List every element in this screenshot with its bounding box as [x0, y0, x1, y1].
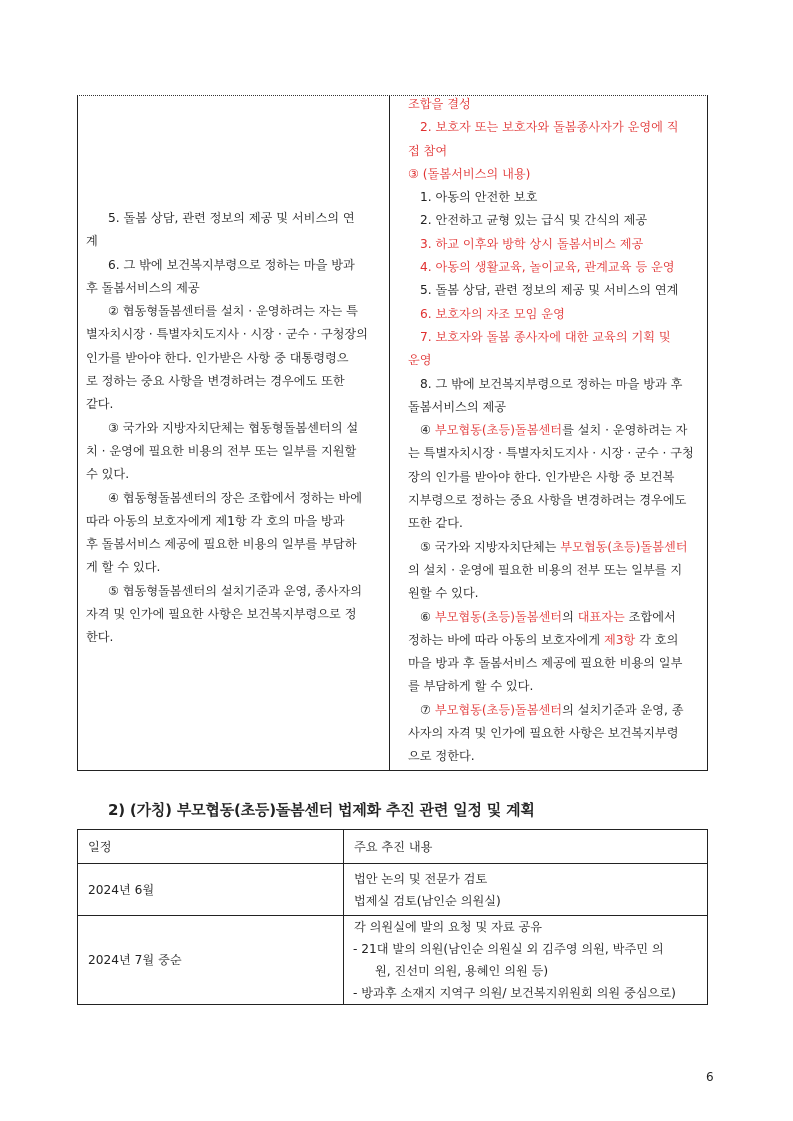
right-line: 접 참여 — [408, 143, 448, 158]
left-line: 로 정하는 중요 사항을 변경하려는 경우에도 또한 — [86, 374, 345, 389]
highlight-text: 제3항 — [603, 632, 636, 647]
text-run: ⑤ 국가와 지방자치단체는 — [420, 539, 561, 554]
right-line: 조합을 결성 — [408, 97, 471, 111]
left-line: 같다. — [86, 397, 114, 412]
text-run: 의 — [562, 609, 578, 624]
schedule-content — [344, 864, 708, 916]
left-line: 한다. — [86, 630, 114, 645]
schedule-table — [77, 829, 708, 1005]
table-row — [78, 864, 708, 916]
left-line: 별자치시장 · 특별자치도지사 · 시장 · 군수 · 구청장의 — [86, 327, 368, 342]
right-line: 6. 보호자의 자조 모임 운영 — [420, 306, 565, 321]
right-line: 의 설치 · 운영에 필요한 비용의 전부 또는 일부를 지 — [408, 562, 683, 577]
right-line: 7. 보호자와 돌봄 종사자에 대한 교육의 기획 및 — [420, 329, 671, 344]
left-line: 자격 및 인가에 필요한 사항은 보건복지부령으로 정 — [86, 607, 357, 622]
right-line: 5. 돌봄 상담, 관련 정보의 제공 및 서비스의 연계 — [420, 283, 679, 298]
amendment-column — [408, 93, 703, 769]
right-line: 마을 방과 후 돌봄서비스 제공에 필요한 비용의 일부 — [408, 656, 683, 671]
right-line: 8. 그 밖에 보건복지부령으로 정하는 마을 방과 후 — [420, 376, 683, 391]
text-run: ⑦ — [420, 702, 435, 717]
schedule-content — [344, 916, 708, 1005]
text-run: 조합에서 — [624, 609, 676, 624]
section-heading: 2) (가칭) 부모협동(초등)돌봄센터 법제화 추진 관련 일정 및 계획 — [108, 801, 535, 819]
content-line: 각 의원실에 발의 요청 및 자료 공유 — [354, 920, 543, 934]
highlight-text: 대표자는 — [577, 609, 625, 624]
right-line — [408, 629, 703, 652]
highlight-text: 부모협동(초등)돌봄센터 — [560, 539, 688, 554]
left-line: 게 할 수 있다. — [86, 560, 161, 575]
right-line: 장의 인가를 받아야 한다. 인가받은 사항 중 보건복 — [408, 469, 675, 484]
left-line: 계 — [86, 234, 98, 249]
right-line: 또한 같다. — [408, 516, 463, 531]
left-line: 후 돌봄서비스 제공에 필요한 비용의 일부를 부담하 — [86, 537, 357, 552]
text-run: ⑥ — [420, 609, 435, 624]
right-line: 운영 — [408, 353, 432, 368]
content-line: 법안 논의 및 전문가 검토 — [354, 871, 488, 886]
right-line: 지부령으로 정하는 중요 사항을 변경하려는 경우에도 — [408, 493, 687, 508]
table-row — [78, 916, 708, 1005]
right-line: 는 특별자치시장 · 특별자치도지사 · 시장 · 군수 · 구청 — [408, 446, 694, 461]
right-line — [408, 606, 703, 629]
highlight-text: 부모협동(초등)돌봄센터 — [434, 423, 563, 438]
left-line: ③ 국가와 지방자치단체는 협동형돌봄센터의 설 — [108, 420, 359, 435]
left-line: ④ 협동형돌봄센터의 장은 조합에서 정하는 바에 — [108, 490, 362, 505]
right-line: 으로 정한다. — [408, 749, 475, 764]
text-run: 각 호의 — [635, 632, 679, 647]
text-run: 의 설치기준과 운영, 종 — [562, 702, 684, 717]
left-line: 후 돌봄서비스의 제공 — [86, 280, 200, 295]
header-content: 주요 추진 내용 — [344, 830, 708, 864]
text-run: 를 설치 · 운영하려는 자 — [562, 423, 688, 438]
left-line: ⑤ 협동형돌봄센터의 설치기준과 운영, 종사자의 — [108, 583, 362, 598]
left-line: 5. 돌봄 상담, 관련 정보의 제공 및 서비스의 연 — [108, 211, 355, 225]
left-line: 따라 아동의 보호자에게 제1항 각 호의 마을 방과 — [86, 513, 345, 528]
bullet-item: - 방과후 소재지 지역구 의원/ 보건복지위원회 의원 중심으로) — [353, 986, 676, 1000]
bullet-continuation: 원, 진선미 의원, 용혜인 의원 등) — [375, 964, 549, 978]
right-line: 4. 아동의 생활교육, 놀이교육, 관계교육 등 운영 — [420, 260, 675, 275]
right-line: ③ (돌봄서비스의 내용) — [408, 166, 531, 181]
text-run: 정하는 바에 따라 아동의 보호자에게 — [408, 632, 604, 647]
left-line: 인가를 받아야 한다. 인가받은 사항 중 대통령령으 — [86, 350, 349, 365]
right-line: 사자의 자격 및 인가에 필요한 사항은 보건복지부령 — [408, 726, 679, 741]
schedule-date: 2024년 7월 중순 — [78, 916, 344, 1005]
left-line: 6. 그 밖에 보건복지부령으로 정하는 마을 방과 — [108, 257, 355, 272]
column-divider — [389, 96, 390, 770]
table-header-row — [78, 830, 708, 864]
page-number: 6 — [706, 1070, 714, 1084]
schedule-date: 2024년 6월 — [78, 864, 344, 916]
left-line: 치 · 운영에 필요한 비용의 전부 또는 일부를 지원할 — [86, 443, 357, 458]
left-line: 수 있다. — [86, 467, 130, 482]
current-law-column — [86, 207, 378, 650]
right-line: 3. 하교 이후와 방학 상시 돌봄서비스 제공 — [420, 236, 644, 251]
content-line: 법제실 검토(남인순 의원실) — [354, 893, 501, 908]
right-line: 돌봄서비스의 제공 — [408, 399, 507, 414]
right-line: 1. 아동의 안전한 보호 — [420, 190, 538, 205]
left-line: ② 협동형돌봄센터를 설치 · 운영하려는 자는 특 — [108, 304, 358, 319]
highlight-text: 부모협동(초등)돌봄센터 — [434, 609, 563, 624]
right-line — [408, 419, 703, 442]
right-line: 2. 안전하고 균형 있는 급식 및 간식의 제공 — [420, 213, 648, 228]
bullet-item: - 21대 발의 의원(남인순 의원실 외 김주영 의원, 박주민 의 — [353, 942, 664, 956]
right-line: 원할 수 있다. — [408, 586, 479, 601]
highlight-text: 부모협동(초등)돌봄센터 — [434, 702, 563, 717]
comparison-table — [77, 95, 708, 771]
header-date: 일정 — [78, 830, 344, 864]
right-line — [408, 699, 703, 722]
right-line: 2. 보호자 또는 보호자와 돌봄종사자가 운영에 직 — [420, 120, 679, 135]
right-line: 를 부담하게 할 수 있다. — [408, 679, 534, 694]
text-run: ④ — [420, 423, 435, 438]
right-line — [408, 536, 703, 559]
